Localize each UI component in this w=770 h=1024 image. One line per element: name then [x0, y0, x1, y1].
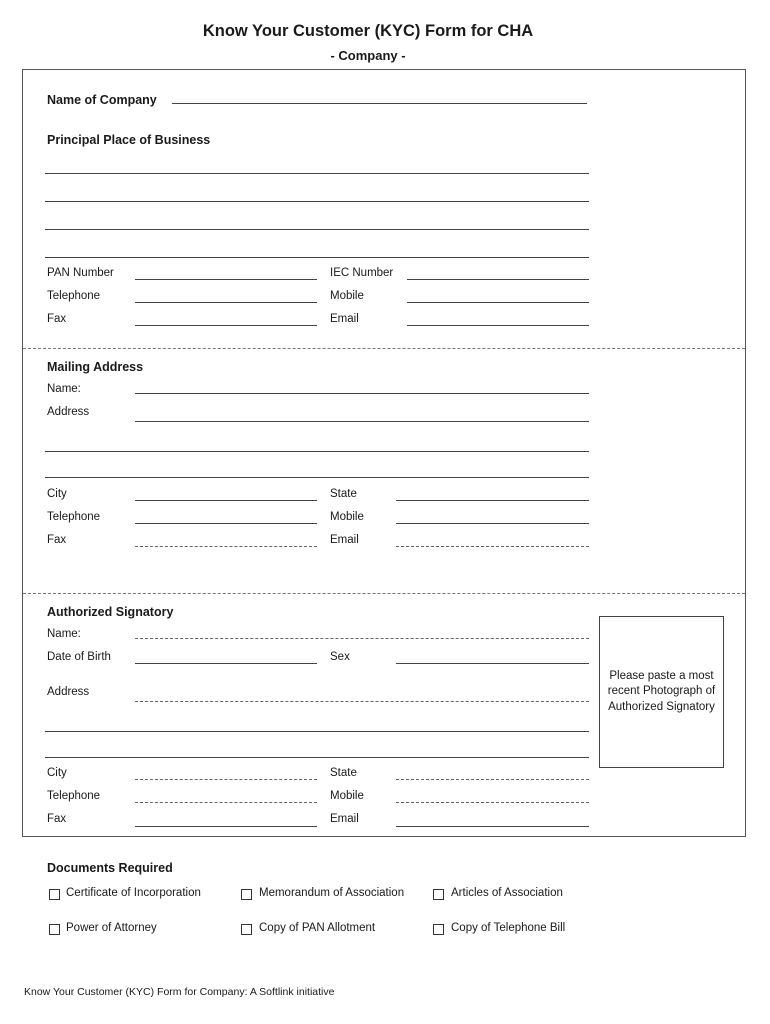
mailing-address-line-1[interactable] [135, 421, 589, 422]
principal-place-line-4[interactable] [45, 257, 589, 258]
mailing-email-field[interactable] [396, 546, 589, 547]
mailing-fax-field[interactable] [135, 546, 317, 547]
pan-number-label: PAN Number [47, 267, 114, 279]
signatory-address-line-3[interactable] [45, 757, 589, 758]
form-title: Know Your Customer (KYC) Form for CHA [202, 22, 534, 40]
mailing-city-field[interactable] [135, 500, 317, 501]
checkbox-memorandum-of-association[interactable] [241, 889, 252, 900]
signatory-name-label: Name: [47, 628, 81, 640]
signatory-dob-label: Date of Birth [47, 651, 111, 663]
signatory-email-label: Email [330, 813, 359, 825]
signatory-sex-label: Sex [330, 651, 350, 663]
mailing-address-heading: Mailing Address [47, 360, 144, 374]
mailing-name-field[interactable] [135, 393, 589, 394]
signatory-fax-label: Fax [47, 813, 67, 825]
checkbox-label-copy-of-pan-allotment: Copy of PAN Allotment [259, 922, 376, 934]
checkbox-certificate-of-incorporation[interactable] [49, 889, 60, 900]
signatory-address-label: Address [47, 686, 90, 698]
iec-number-field[interactable] [407, 279, 589, 280]
signatory-state-label: State [330, 767, 357, 779]
iec-number-label: IEC Number [330, 267, 394, 279]
mailing-address-line-3[interactable] [45, 477, 589, 478]
signatory-mobile-label: Mobile [330, 790, 364, 802]
signatory-mobile-field[interactable] [396, 802, 589, 803]
signatory-city-field[interactable] [135, 779, 317, 780]
company-telephone-field[interactable] [135, 302, 317, 303]
company-email-label: Email [330, 313, 359, 325]
form-subtitle: - Company - [330, 48, 406, 63]
mailing-mobile-label: Mobile [330, 511, 364, 523]
signatory-telephone-label: Telephone [47, 790, 101, 802]
mailing-address-line-2[interactable] [45, 451, 589, 452]
mailing-fax-label: Fax [47, 534, 67, 546]
signatory-city-label: City [47, 767, 67, 779]
company-email-field[interactable] [407, 325, 589, 326]
principal-place-line-2[interactable] [45, 201, 589, 202]
mailing-address-label: Address [47, 406, 90, 418]
company-fax-label: Fax [47, 313, 67, 325]
checkbox-label-power-of-attorney: Power of Attorney [66, 922, 157, 934]
mailing-telephone-label: Telephone [47, 511, 101, 523]
mailing-city-label: City [47, 488, 67, 500]
signatory-sex-field[interactable] [396, 663, 589, 664]
photo-box[interactable] [599, 616, 724, 768]
company-telephone-label: Telephone [47, 290, 101, 302]
mailing-mobile-field[interactable] [396, 523, 589, 524]
company-fax-field[interactable] [135, 325, 317, 326]
company-name-label: Name of Company [47, 93, 157, 107]
principal-place-line-3[interactable] [45, 229, 589, 230]
signatory-state-field[interactable] [396, 779, 589, 780]
footer-text: Know Your Customer (KYC) Form for Company: A Softlink initiative [24, 986, 335, 998]
checkbox-copy-of-pan-allotment[interactable] [241, 924, 252, 935]
mailing-state-label: State [330, 488, 357, 500]
mailing-email-label: Email [330, 534, 359, 546]
signatory-fax-field[interactable] [135, 826, 317, 827]
checkbox-label-memorandum-of-association: Memorandum of Association [259, 887, 405, 899]
signatory-telephone-field[interactable] [135, 802, 317, 803]
mailing-telephone-field[interactable] [135, 523, 317, 524]
section-divider [23, 348, 745, 349]
principal-place-line-1[interactable] [45, 173, 589, 174]
section-divider [23, 593, 745, 594]
mailing-state-field[interactable] [396, 500, 589, 501]
checkbox-power-of-attorney[interactable] [49, 924, 60, 935]
principal-place-label: Principal Place of Business [47, 133, 211, 147]
photo-instruction: Please paste a most recent Photograph of Authorized Signatory [607, 669, 716, 713]
mailing-name-label: Name: [47, 383, 81, 395]
signatory-address-line-1[interactable] [135, 701, 589, 702]
company-mobile-field[interactable] [407, 302, 589, 303]
company-name-field[interactable] [172, 103, 587, 104]
company-mobile-label: Mobile [330, 290, 364, 302]
signatory-dob-field[interactable] [135, 663, 317, 664]
signatory-address-line-2[interactable] [45, 731, 589, 732]
checkbox-label-certificate-of-incorporation: Certificate of Incorporation [66, 887, 201, 899]
pan-number-field[interactable] [135, 279, 317, 280]
checkbox-label-articles-of-association: Articles of Association [451, 887, 563, 899]
signatory-name-field[interactable] [135, 638, 589, 639]
checkbox-articles-of-association[interactable] [433, 889, 444, 900]
checkbox-label-copy-of-telephone-bill: Copy of Telephone Bill [451, 922, 566, 934]
documents-required-heading: Documents Required [47, 861, 173, 875]
checkbox-copy-of-telephone-bill[interactable] [433, 924, 444, 935]
signatory-email-field[interactable] [396, 826, 589, 827]
authorized-signatory-heading: Authorized Signatory [47, 605, 174, 619]
